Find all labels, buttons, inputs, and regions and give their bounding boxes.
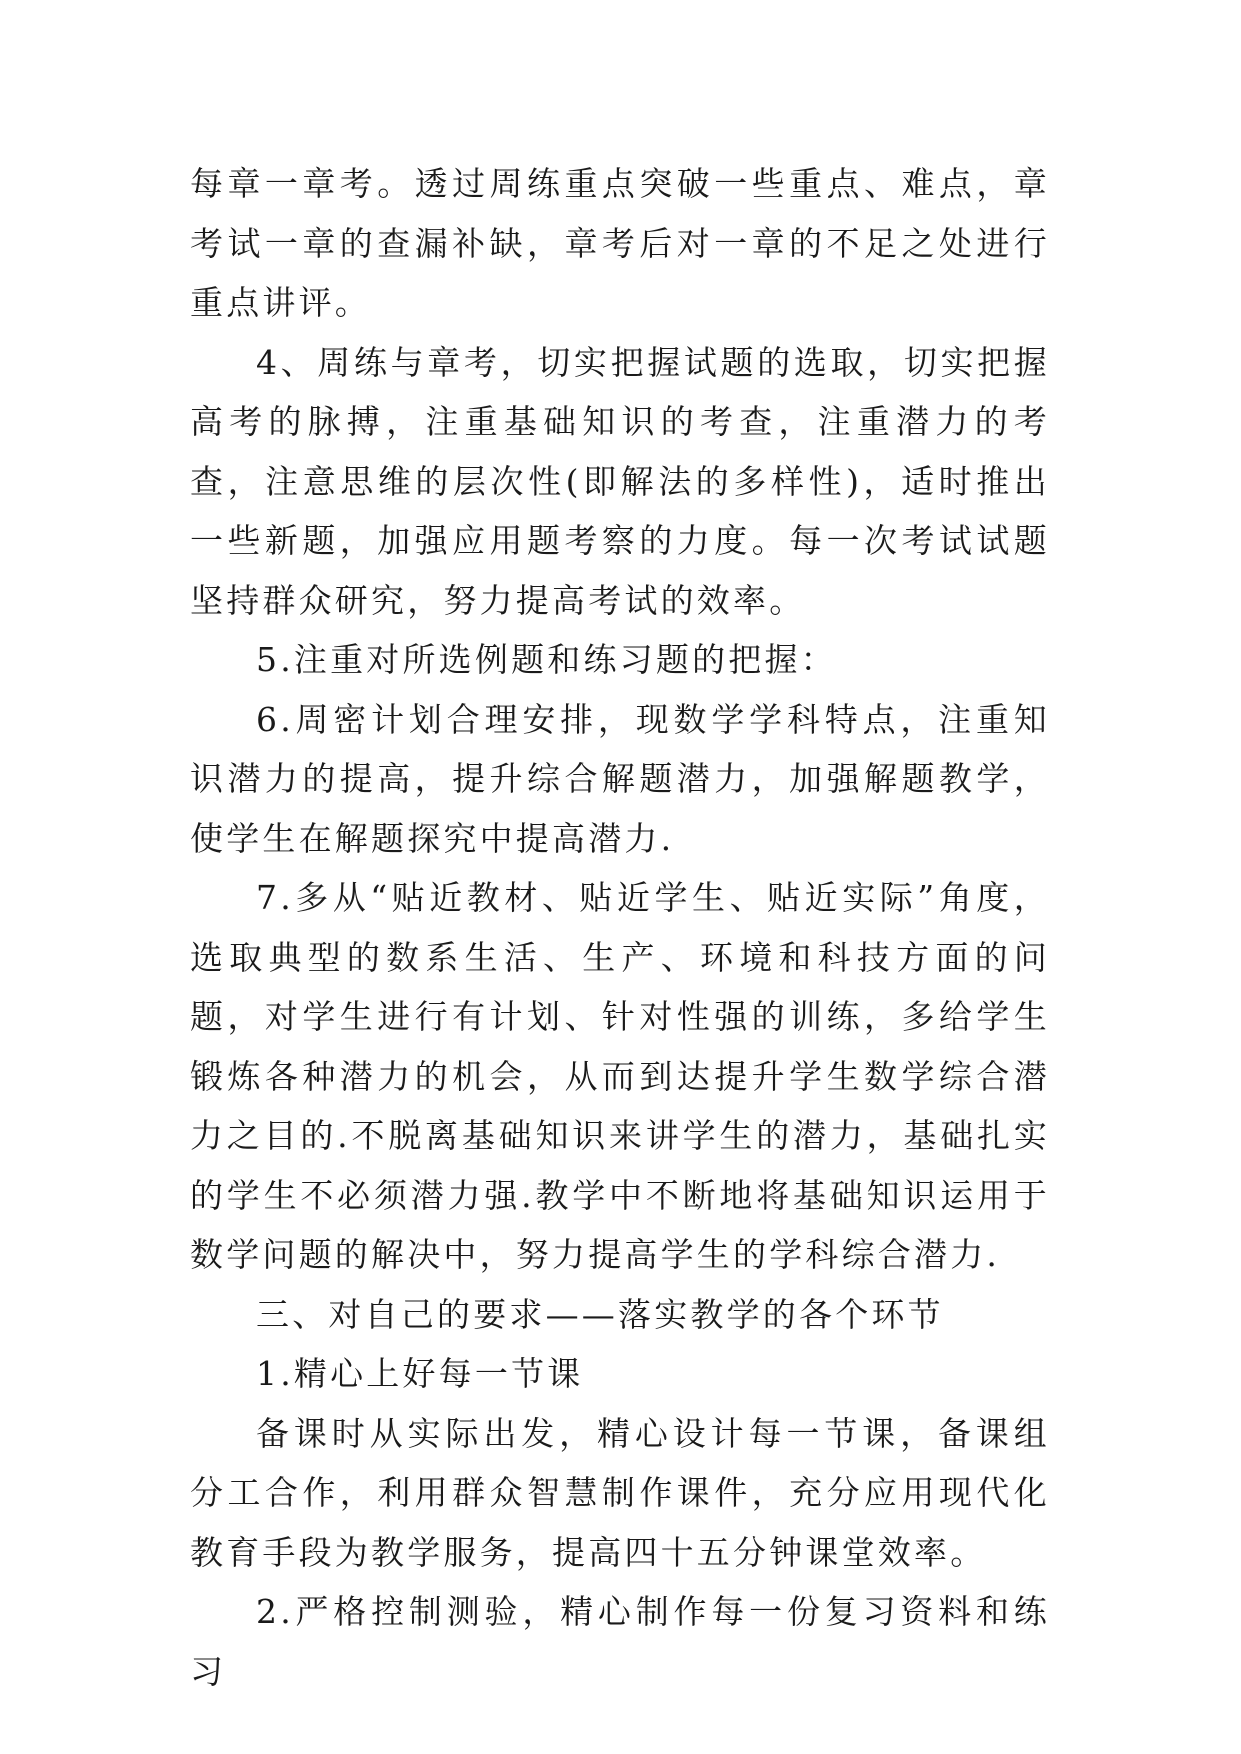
paragraph-chapter-exams: 每章一章考。透过周练重点突破一些重点、难点，章考试一章的查漏补缺，章考后对一章的不足之处进行重点讲评。: [190, 164, 1050, 322]
subheading-2: 2.严格控制测验，精心制作每一份复习资料和练习: [190, 1592, 1050, 1691]
subheading-1: 1.精心上好每一节课: [256, 1354, 584, 1393]
paragraph-item-4: 4、周练与章考，切实把握试题的选取，切实把握高考的脉搏，注重基础知识的考查，注重潜力的考查，注意思维的层次性(即解法的多样性)，适时推出一些新题，加强应用题考察的力度。每一次考试试题坚持群众研究，努力提高考试的效率。: [190, 342, 1050, 620]
body-text: [190, 154, 1050, 1701]
section-heading-3: 三、对自己的要求——落实教学的各个环节: [256, 1294, 944, 1334]
paragraph-lesson-prep: 备课时从实际出发，精心设计每一节课，备课组分工合作，利用群众智慧制作课件，充分应用现代化教育手段为教学服务，提高四十五分钟课堂效率。: [190, 1413, 1050, 1572]
paragraph-item-6: 6.周密计划合理安排，现数学学科特点，注重知识潜力的提高，提升综合解题潜力，加强解题教学，使学生在解题探究中提高潜力.: [190, 699, 1050, 858]
paragraph-item-7: 7.多从“贴近教材、贴近学生、贴近实际”角度，选取典型的数系生活、生产、环境和科技方面的问题，对学生进行有计划、针对性强的训练，多给学生锻炼各种潜力的机会，从而到达提升学生数学综合潜力之目的.不脱离基础知识来讲学生的潜力，基础扎实的学生不必须潜力强.教学中不断地将基础知识运用于数学问题的解决中，努力提高学生的学科综合潜力.: [190, 878, 1050, 1274]
paragraph-item-5: 5.注重对所选例题和练习题的把握：: [256, 640, 837, 679]
